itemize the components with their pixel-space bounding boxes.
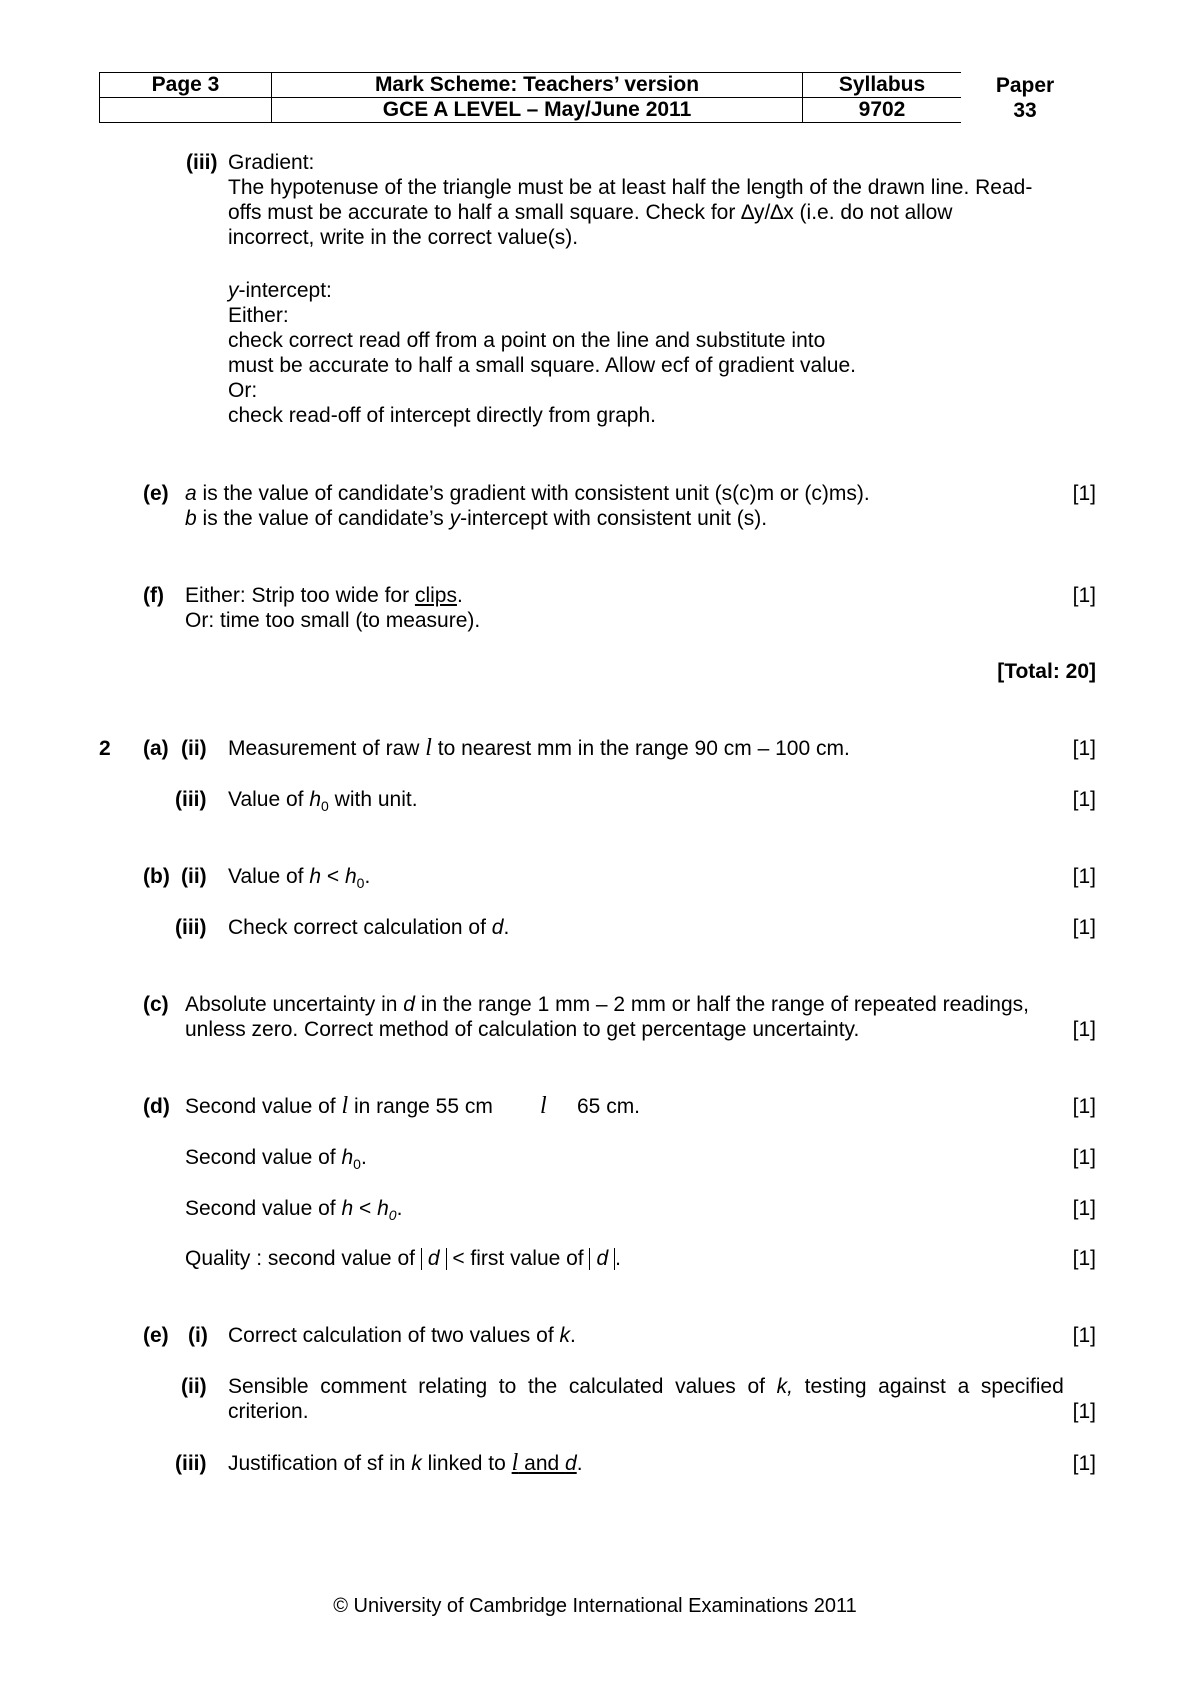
q2-d-row-1-l: l xyxy=(540,1093,547,1119)
q2-e-iii-label: (iii) xyxy=(175,1452,207,1475)
q2-e-ii-line-1: Sensible comment relating to the calculated values of k, testing against a specified xyxy=(228,1375,1064,1398)
q2-e-label: (e) xyxy=(143,1324,169,1347)
q2-b-iii-label: (iii) xyxy=(175,916,207,939)
header-paper-number: 33 xyxy=(1013,99,1037,122)
q2-e-i-mark: [1] xyxy=(1072,1324,1096,1347)
q2-b-ii-label: (ii) xyxy=(181,865,207,888)
q2-b-label: (b) xyxy=(143,865,170,888)
q1-iii-line-3: incorrect, write in the correct value(s). xyxy=(228,226,579,249)
q2-d-label: (d) xyxy=(143,1095,170,1118)
q2-c-line-1: Absolute uncertainty in d in the range 1 mm – 2 mm or half the range of repeated readings, xyxy=(185,993,1029,1016)
q2-e-ii-mark: [1] xyxy=(1072,1400,1096,1423)
q2-d-row-4: Quality : second value of d < first value of d . xyxy=(185,1247,622,1270)
q1-e-line-1: a is the value of candidate’s gradient with consistent unit (s(c)m or (c)ms). xyxy=(185,482,870,505)
q2-a-iii-mark: [1] xyxy=(1072,788,1096,811)
header-page-empty xyxy=(100,98,272,123)
q2-d-row-1: Second value of l in range 55 cm xyxy=(185,1093,493,1119)
q2-e-i-text: Correct calculation of two values of k. xyxy=(228,1324,576,1347)
q2-a-ii-mark: [1] xyxy=(1072,737,1096,760)
q2-d-row-3-mark: [1] xyxy=(1072,1197,1096,1220)
header-subtitle: GCE A LEVEL – May/June 2011 xyxy=(272,98,803,123)
q1-f-line-2: Or: time too small (to measure). xyxy=(185,609,481,632)
header-page: Page 3 xyxy=(100,73,272,98)
q2-e-ii-label: (ii) xyxy=(181,1375,207,1398)
q1-total: [Total: 20] xyxy=(997,660,1096,683)
q2-b-ii-text: Value of $h < h_0$. xyxy=(228,865,371,892)
q1-iii-line-2: offs must be accurate to half a small square. Check for ∆y/∆x (i.e. do not allow xyxy=(228,201,953,224)
q1-e-label: (e) xyxy=(143,482,169,505)
q1-iii-label: (iii) xyxy=(186,151,218,174)
header-syllabus-label: Syllabus xyxy=(803,73,962,98)
q2-b-iii-mark: [1] xyxy=(1072,916,1096,939)
q1-f-mark: [1] xyxy=(1072,584,1096,607)
q1-e-mark: [1] xyxy=(1072,482,1096,505)
q2-e-iii-text: Justification of sf in k linked to l and d. xyxy=(228,1450,583,1476)
header-paper-label: Paper xyxy=(995,74,1055,97)
q1-yint-heading: y-intercept: xyxy=(228,279,332,302)
q2-d-row-4-mark: [1] xyxy=(1072,1247,1096,1270)
q2-number: 2 xyxy=(99,737,111,760)
q1-yint-line-1: Either: xyxy=(228,304,289,327)
q2-d-row-1-mark: [1] xyxy=(1072,1095,1096,1118)
q2-c-line-2: unless zero. Correct method of calculation to get percentage uncertainty. xyxy=(185,1018,860,1041)
q1-f-line-1: Either: Strip too wide for clips. xyxy=(185,584,463,607)
q1-e-line-2: b is the value of candidate’s y-intercept with consistent unit (s). xyxy=(185,507,768,530)
header-title: Mark Scheme: Teachers’ version xyxy=(272,73,803,98)
q2-d-row-3: Second value of $h < h_0$. xyxy=(185,1197,403,1224)
footer-copyright: © University of Cambridge International Examinations 2011 xyxy=(333,1595,857,1617)
q2-b-iii-text: Check correct calculation of d. xyxy=(228,916,510,939)
q2-e-iii-mark: [1] xyxy=(1072,1452,1096,1475)
q1-yint-line-5: check read-off of intercept directly from graph. xyxy=(228,404,656,427)
q2-a-iii-label: (iii) xyxy=(175,788,207,811)
header-syllabus-code: 9702 xyxy=(803,98,962,123)
q1-yint-line-4: Or: xyxy=(228,379,258,402)
q1-f-label: (f) xyxy=(143,584,164,607)
q2-c-label: (c) xyxy=(143,993,169,1016)
q2-c-mark: [1] xyxy=(1072,1018,1096,1041)
q2-a-iii-text: Value of $h_0$ with unit. xyxy=(228,788,418,815)
q2-a-label: (a) xyxy=(143,737,169,760)
q1-yint-line-3: must be accurate to half a small square. Allow ecf of gradient value. xyxy=(228,354,857,377)
q1-iii-heading: Gradient: xyxy=(228,151,315,174)
q1-yint-line-2: check correct read off from a point on the line and substitute into xyxy=(228,329,826,352)
q2-d-row-1-end: 65 cm. xyxy=(577,1095,641,1118)
q2-e-ii-line-2: criterion. xyxy=(228,1400,309,1423)
q2-d-row-2: Second value of $h_0$. xyxy=(185,1146,367,1173)
header-table xyxy=(99,72,961,123)
q2-b-ii-mark: [1] xyxy=(1072,865,1096,888)
q2-a-ii-label: (ii) xyxy=(181,737,207,760)
q2-d-row-2-mark: [1] xyxy=(1072,1146,1096,1169)
q2-e-i-label: (i) xyxy=(188,1324,208,1347)
q1-iii-line-1: The hypotenuse of the triangle must be at least half the length of the drawn line. Read- xyxy=(228,176,1033,199)
q2-a-ii-text: Measurement of raw l to nearest mm in the range 90 cm – 100 cm. xyxy=(228,735,850,761)
